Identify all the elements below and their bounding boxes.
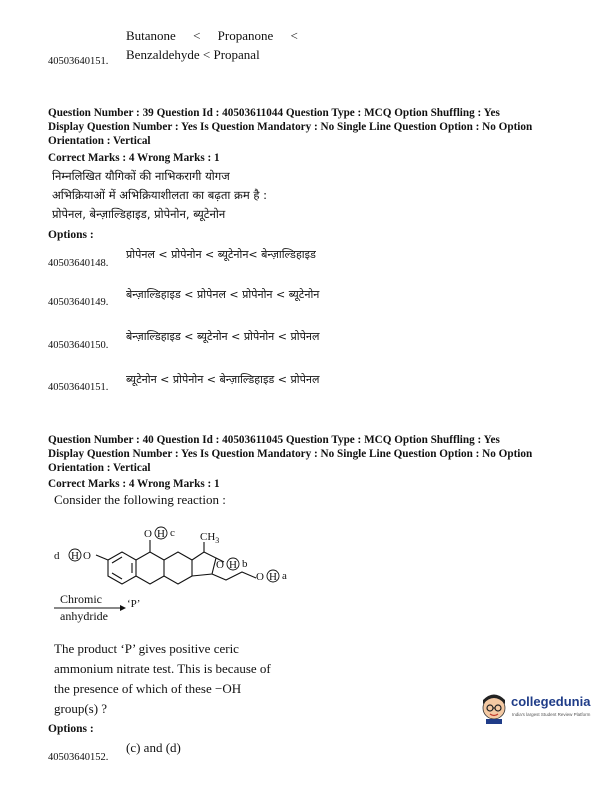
q39-marks: Correct Marks : 4 Wrong Marks : 1 <box>48 152 220 164</box>
q40-marks: Correct Marks : 4 Wrong Marks : 1 <box>48 478 220 490</box>
q39-option-text-1: प्रोपेनल < प्रोपेनोन < ब्यूटेनोन< बेन्ज़ाल्डिहाइड <box>126 248 316 261</box>
structure-d-o: O <box>83 550 91 562</box>
collegedunia-logo <box>478 690 598 724</box>
q39-meta-line3: Orientation : Vertical <box>48 135 151 147</box>
logo-name: collegedunia <box>511 694 591 709</box>
q39-question-line2: अभिक्रियाओं में अभिक्रियाशीलता का बढ़ता क्रम है : <box>52 188 268 202</box>
structure-b-h: H <box>229 559 237 571</box>
q40-meta-line3: Orientation : Vertical <box>48 462 151 474</box>
product-label: ‘P’ <box>127 598 141 610</box>
structure-a-o: O <box>256 571 264 583</box>
structure-b-o: O <box>216 559 224 571</box>
q40-meta-line1: Question Number : 40 Question Id : 40503611045 Question Type : MCQ Option Shuffling : Yes <box>48 434 500 446</box>
q39-question-line3: प्रोपेनल, बेन्ज़ाल्डिहाइड, प्रोपेनोन, ब्यूटेनोन <box>52 207 226 221</box>
q39-option-id-4: 40503640151. <box>48 382 109 393</box>
prev-option-line2: Benzaldehyde < Propanal <box>126 47 260 62</box>
q40-option-text-1: (c) and (d) <box>126 740 181 755</box>
q39-meta-line1: Question Number : 39 Question Id : 40503611044 Question Type : MCQ Option Shuffling : Yes <box>48 107 500 119</box>
q40-options-label: Options : <box>48 723 94 735</box>
prev-option-lt2: < <box>290 28 298 43</box>
prev-option-butanone: Butanone <box>126 28 176 43</box>
q40-meta-line2: Display Question Number : Yes Is Question Mandatory : No Single Line Question Option : No Option <box>48 448 533 460</box>
structure-b-label: b <box>242 558 248 570</box>
prev-option-line1 <box>126 28 298 44</box>
mascot-icon <box>478 690 510 724</box>
q39-option-id-3: 40503640150. <box>48 340 109 351</box>
q39-meta-line2: Display Question Number : Yes Is Question Mandatory : No Single Line Question Option : No Option <box>48 121 533 133</box>
q39-option-id-2: 40503640149. <box>48 297 109 308</box>
q40-structure-diagram <box>50 522 310 594</box>
structure-ch3: $CH_3$ <box>200 531 220 545</box>
prev-option-id: 40503640151. <box>48 56 109 67</box>
logo-tagline: India's largest Student Review Platform <box>512 712 591 717</box>
q40-question-line3: the presence of which of these −OH <box>54 681 242 696</box>
structure-a-h: H <box>269 571 277 583</box>
prev-option-lt1: < <box>193 28 201 43</box>
q39-option-id-1: 40503640148. <box>48 258 109 269</box>
q39-option-text-4: ब्यूटेनोन < प्रोपेनोन < बेन्ज़ाल्डिहाइड < प्रोपेनल <box>126 373 320 386</box>
q39-option-text-2: बेन्ज़ाल्डिहाइड < प्रोपेनल < प्रोपेनोन < ब्यूटेनोन <box>126 288 320 301</box>
structure-d-label: d <box>54 550 60 562</box>
q40-option-id-1: 40503640152. <box>48 752 109 763</box>
q39-options-label: Options : <box>48 229 94 241</box>
structure-d-h: H <box>71 550 79 562</box>
q40-question-line4: group(s) ? <box>54 701 108 716</box>
reagent-bottom: anhydride <box>60 609 108 623</box>
structure-a-label: a <box>282 570 287 582</box>
reagent-top: Chromic <box>60 592 102 606</box>
structure-c-o: O <box>144 528 152 540</box>
structure-c-h: H <box>157 528 165 540</box>
q40-question-line2: ammonium nitrate test. This is because of <box>54 661 271 676</box>
structure-c-label: c <box>170 527 175 539</box>
q40-intro: Consider the following reaction : <box>54 492 226 507</box>
prev-option-propanone: Propanone <box>217 28 274 43</box>
q39-question-line1: निम्नलिखित यौगिकों की नाभिकरागी योगज <box>52 169 230 183</box>
q40-question-line1: The product ‘P’ gives positive ceric <box>54 641 239 656</box>
q39-option-text-3: बेन्ज़ाल्डिहाइड < ब्यूटेनोन < प्रोपेनोन < प्रोपेनल <box>126 330 320 343</box>
